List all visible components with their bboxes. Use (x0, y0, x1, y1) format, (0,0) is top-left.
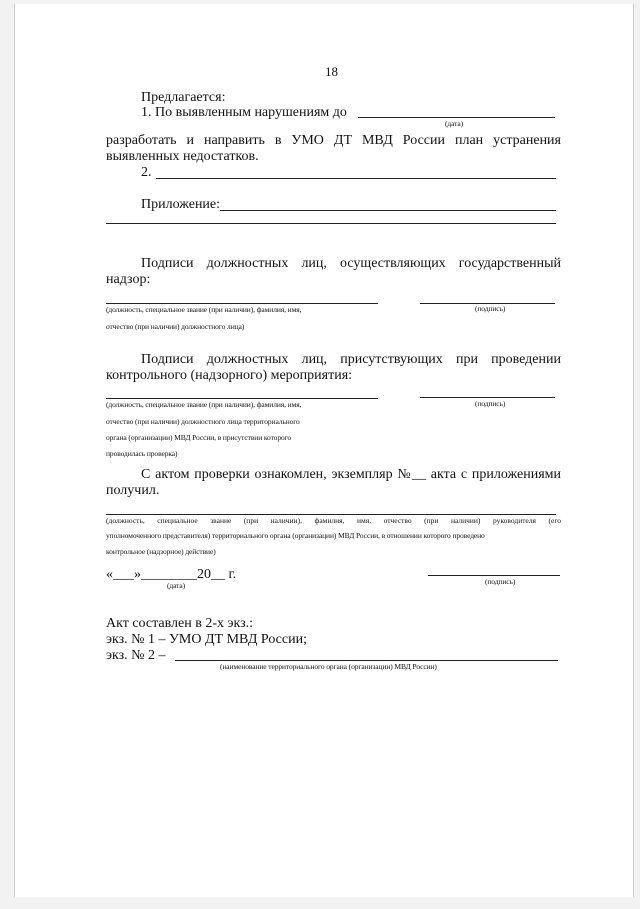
acknowledgement-date-caption: (дата) (167, 581, 186, 590)
proposal-item-1-line-2: разработать и направить в УМО ДТ МВД России план устранения (106, 133, 561, 148)
proposal-item-2-line (156, 178, 556, 179)
attendee-caption-1: (должность, специальное звание (при наличии), фамилия, имя, (106, 400, 302, 409)
attachment-label: Приложение: (141, 197, 221, 212)
proposal-item-1-line-3: выявленных недостатков. (106, 149, 259, 164)
proposal-heading: Предлагается: (141, 90, 226, 105)
supervisor-position-line (106, 303, 378, 304)
acknowledgement-position-line (106, 514, 556, 515)
acknowledgement-line-1: С актом проверки ознакомлен, экземпляр №__ акта с приложениями (141, 467, 561, 482)
attendee-signature-line (420, 397, 555, 398)
deadline-date-caption: (дата) (445, 119, 464, 128)
attendee-caption-2: отчество (при наличии) должностного лица территориального (106, 417, 300, 426)
acknowledgement-caption-1: (должность, специальное звание (при наличии), фамилия, имя, отчество (при наличии) руководителя (его (106, 516, 561, 525)
acknowledgement-caption-2: уполномоченного представителя) территориального органа (организации) МВД России, в отношении которого проведено (106, 531, 485, 540)
supervisors-text-line-2: надзор: (106, 272, 151, 287)
attendee-caption-3: органа (организации) МВД России, в присутствии которого (106, 433, 292, 442)
copies-line-1: Акт составлен в 2-х экз.: (106, 616, 254, 631)
supervisor-position-caption-1: (должность, специальное звание (при наличии), фамилия, имя, (106, 305, 302, 314)
document-page (14, 4, 634, 897)
proposal-item-1: 1. По выявленным нарушениям до (141, 105, 347, 120)
proposal-item-2-number: 2. (141, 165, 152, 180)
acknowledgement-caption-3: контрольное (надзорное) действие) (106, 547, 216, 556)
copies-line-3: экз. № 2 – (106, 648, 166, 663)
acknowledgement-line-2: получил. (106, 483, 160, 498)
acknowledgement-signature-caption: (подпись) (485, 577, 516, 586)
attachment-line-2 (106, 223, 556, 224)
attendees-text-line-1: Подписи должностных лиц, присутствующих при проведении (141, 352, 561, 367)
attendee-signature-caption: (подпись) (475, 399, 506, 408)
acknowledgement-date: «___»________20__ г. (106, 567, 237, 582)
deadline-date-line (358, 117, 555, 118)
attendee-position-line (106, 398, 378, 399)
attendees-text-line-2: контрольного (надзорного) мероприятия: (106, 368, 353, 383)
acknowledgement-signature-line (428, 575, 560, 576)
supervisor-signature-caption: (подпись) (475, 304, 506, 313)
attendee-caption-4: проводилась проверка) (106, 449, 178, 458)
supervisor-position-caption-2: отчество (при наличии) должностного лица) (106, 322, 245, 331)
copies-line-2: экз. № 1 – УМО ДТ МВД России; (106, 632, 307, 647)
copies-recipient-caption: (наименование территориального органа (организации) МВД России) (220, 662, 437, 671)
supervisors-text-line-1: Подписи должностных лиц, осуществляющих государственный (141, 256, 561, 271)
page-number: 18 (325, 64, 338, 79)
copies-recipient-line (175, 660, 558, 661)
attachment-line-1 (220, 210, 556, 211)
